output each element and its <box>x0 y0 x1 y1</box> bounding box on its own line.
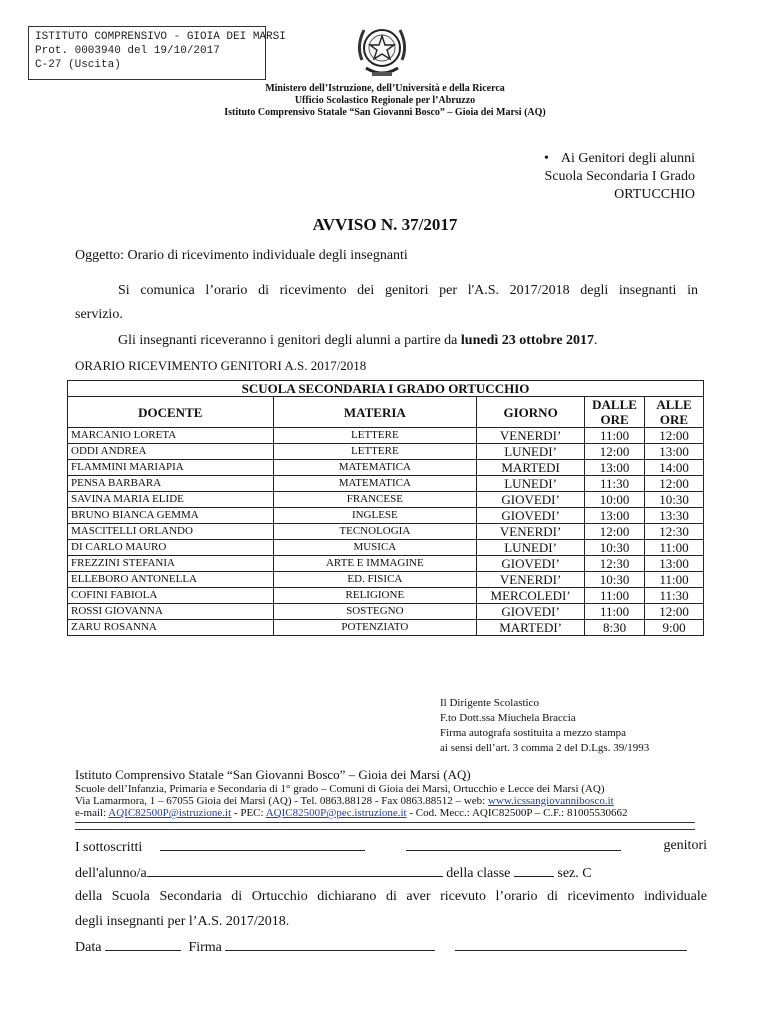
paragraph-text: . <box>594 333 598 348</box>
signature-line: Il Dirigente Scolastico <box>440 697 539 709</box>
form-label: sez. C <box>557 866 592 881</box>
intro-paragraph: Si comunica l’orario di ricevimento dei genitori per l'A.S. 2017/2018 degli insegnanti in <box>118 283 698 298</box>
teacher-cell: FLAMMINI MARIAPIA <box>68 460 274 476</box>
form-label: Firma <box>188 940 222 955</box>
date-field[interactable] <box>105 938 181 951</box>
day-cell: GIOVEDI’ <box>477 604 585 620</box>
teacher-cell: ROSSI GIOVANNA <box>68 604 274 620</box>
day-cell: GIOVEDI’ <box>477 556 585 572</box>
from-time-cell: 10:30 <box>585 540 645 556</box>
teacher-cell: COFINI FABIOLA <box>68 588 274 604</box>
table-row <box>68 476 704 492</box>
day-cell: VENERDI’ <box>477 428 585 444</box>
to-time-cell: 11:00 <box>645 540 704 556</box>
email-link[interactable]: AQIC82500P@istruzione.it <box>108 807 232 819</box>
teacher-cell: MARCANIO LORETA <box>68 428 274 444</box>
table-row <box>68 428 704 444</box>
protocol-stamp <box>28 26 286 80</box>
form-label: dell'alunno/a <box>75 866 147 881</box>
recipient-line: ORTUCCHIO <box>614 187 695 202</box>
teacher-cell: ODDI ANDREA <box>68 444 274 460</box>
signature-field[interactable] <box>455 938 687 951</box>
day-cell: LUNEDI’ <box>477 444 585 460</box>
from-time-cell: 10:30 <box>585 572 645 588</box>
office-heading: Ufficio Scolastico Regionale per l’Abruzzo <box>294 95 476 106</box>
subject-cell: TECNOLOGIA <box>273 524 477 540</box>
to-time-cell: 12:00 <box>645 428 704 444</box>
stamp-line: C-27 (Uscita) <box>35 59 121 71</box>
recipients-block <box>544 150 695 204</box>
column-header: MATERIA <box>273 397 477 428</box>
subject-cell: LETTERE <box>273 444 477 460</box>
table-caption: ORARIO RICEVIMENTO GENITORI A.S. 2017/2018 <box>75 358 367 373</box>
declaration-text: della Scuola Secondaria di Ortucchio dichiarano di aver ricevuto l’orario di ricevimento individuale <box>75 889 707 904</box>
from-time-cell: 13:00 <box>585 460 645 476</box>
parent-name-field[interactable] <box>160 838 365 851</box>
start-date: lunedì 23 ottobre 2017 <box>460 333 595 348</box>
class-field[interactable] <box>514 864 554 877</box>
stamp-line: ISTITUTO COMPRENSIVO - GIOIA DEI MARSI <box>35 31 286 43</box>
subject-cell: SOSTEGNO <box>273 604 477 620</box>
day-cell: MARTEDI <box>477 460 585 476</box>
footer-line <box>75 795 627 807</box>
intro-paragraph-end: servizio. <box>75 307 123 322</box>
table-row <box>68 588 704 604</box>
to-time-cell: 12:00 <box>645 476 704 492</box>
to-time-cell: 13:00 <box>645 444 704 460</box>
subject-cell: ARTE E IMMAGINE <box>273 556 477 572</box>
signature-line: Firma autografa sostituita a mezzo stampa <box>440 727 627 739</box>
table-row <box>68 620 704 636</box>
to-time-cell: 12:30 <box>645 524 704 540</box>
form-line-student <box>75 864 592 882</box>
to-time-cell: 11:00 <box>645 572 704 588</box>
teacher-cell: ZARU ROSANNA <box>68 620 274 636</box>
start-date-paragraph <box>118 333 598 349</box>
footer-line <box>75 807 627 819</box>
from-time-cell: 12:00 <box>585 524 645 540</box>
from-time-cell: 12:30 <box>585 556 645 572</box>
day-cell: LUNEDI’ <box>477 540 585 556</box>
separator-line <box>75 822 695 830</box>
school-heading: Istituto Comprensivo Statale “San Giovanni Bosco” – Gioia dei Marsi (AQ) <box>224 107 546 118</box>
footer-text: - PEC: <box>231 807 266 819</box>
footer-text: e-mail: <box>75 807 109 819</box>
day-cell: LUNEDI’ <box>477 476 585 492</box>
form-label: Data <box>75 940 102 955</box>
footer-title: Istituto Comprensivo Statale “San Giovanni Bosco” – Gioia dei Marsi (AQ) <box>75 767 471 782</box>
recipient-line: Scuola Secondaria I Grado <box>544 169 695 184</box>
signature-field[interactable] <box>225 938 435 951</box>
subject-line: Oggetto: Orario di ricevimento individuale degli insegnanti <box>75 248 408 263</box>
subject-cell: RELIGIONE <box>273 588 477 604</box>
from-time-cell: 13:00 <box>585 508 645 524</box>
stamp-line: Prot. 0003940 del 19/10/2017 <box>35 45 220 57</box>
to-time-cell: 13:30 <box>645 508 704 524</box>
from-time-cell: 11:30 <box>585 476 645 492</box>
day-cell: MARTEDI’ <box>477 620 585 636</box>
table-row <box>68 460 704 476</box>
ministry-heading: Ministero dell’Istruzione, dell’Università e della Ricerca <box>265 83 505 94</box>
to-time-cell: 12:00 <box>645 604 704 620</box>
footer-text: - Cod. Mecc.: AQIC82500P – C.F.: 81005530662 <box>406 807 628 819</box>
column-header: GIORNO <box>477 397 585 428</box>
to-time-cell: 14:00 <box>645 460 704 476</box>
school-name-cell: SCUOLA SECONDARIA I GRADO ORTUCCHIO <box>68 381 704 397</box>
table-row <box>68 604 704 620</box>
footer-line: Scuole dell’Infanzia, Primaria e Secondaria di 1° grado – Comuni di Gioia dei Marsi, Ortucchio e Lecce dei Marsi (AQ) <box>75 783 605 795</box>
from-time-cell: 12:00 <box>585 444 645 460</box>
teacher-cell: DI CARLO MAURO <box>68 540 274 556</box>
day-cell: VENERDI’ <box>477 524 585 540</box>
teacher-cell: MASCITELLI ORLANDO <box>68 524 274 540</box>
teacher-cell: SAVINA MARIA ELIDE <box>68 492 274 508</box>
table-row <box>68 492 704 508</box>
to-time-cell: 9:00 <box>645 620 704 636</box>
italian-emblem-icon <box>352 18 412 82</box>
from-time-cell: 8:30 <box>585 620 645 636</box>
column-header: ALLE ORE <box>645 397 704 428</box>
form-label: della classe <box>446 866 511 881</box>
subject-cell: MUSICA <box>273 540 477 556</box>
table-row <box>68 444 704 460</box>
day-cell: VENERDI’ <box>477 572 585 588</box>
from-time-cell: 11:00 <box>585 588 645 604</box>
parent-name-field[interactable] <box>406 838 621 851</box>
table-row <box>68 572 704 588</box>
subject-cell: INGLESE <box>273 508 477 524</box>
subject-cell: MATEMATICA <box>273 476 477 492</box>
teacher-cell: FREZZINI STEFANIA <box>68 556 274 572</box>
table-row <box>68 556 704 572</box>
form-line-signature <box>75 938 687 956</box>
form-label: I sottoscritti <box>75 840 143 855</box>
teacher-cell: BRUNO BIANCA GEMMA <box>68 508 274 524</box>
to-time-cell: 13:00 <box>645 556 704 572</box>
subject-cell: MATEMATICA <box>273 460 477 476</box>
from-time-cell: 10:00 <box>585 492 645 508</box>
table-row <box>68 508 704 524</box>
subject-cell: POTENZIATO <box>273 620 477 636</box>
signature-line: F.to Dott.ssa Miuchela Braccia <box>440 712 576 724</box>
website-link[interactable]: www.icssangiovannibosco.it <box>487 795 614 807</box>
teacher-cell: PENSA BARBARA <box>68 476 274 492</box>
subject-cell: LETTERE <box>273 428 477 444</box>
table-row <box>68 524 704 540</box>
subject-cell: ED. FISICA <box>273 572 477 588</box>
declaration-text-end: degli insegnanti per l’A.S. 2017/2018. <box>75 914 290 929</box>
recipient-line: • Ai Genitori degli alunni <box>544 150 695 168</box>
day-cell: MERCOLEDI’ <box>477 588 585 604</box>
form-line-names <box>75 838 707 856</box>
day-cell: GIOVEDI’ <box>477 492 585 508</box>
column-header: DOCENTE <box>68 397 274 428</box>
day-cell: GIOVEDI’ <box>477 508 585 524</box>
notice-title: AVVISO N. 37/2017 <box>312 215 458 234</box>
signature-line: ai sensi dell’art. 3 comma 2 del D.Lgs. 39/1993 <box>440 742 650 754</box>
to-time-cell: 10:30 <box>645 492 704 508</box>
timetable <box>67 380 704 636</box>
table-row <box>68 540 704 556</box>
teacher-cell: ELLEBORO ANTONELLA <box>68 572 274 588</box>
subject-cell: FRANCESE <box>273 492 477 508</box>
form-label: genitori <box>663 838 707 853</box>
paragraph-text: Gli insegnanti riceveranno i genitori degli alunni a partire da <box>118 333 461 348</box>
institute-footer <box>75 767 627 819</box>
to-time-cell: 11:30 <box>645 588 704 604</box>
footer-address: Via Lamarmora, 1 – 67055 Gioia dei Marsi (AQ) - Tel. 0863.88128 - Fax 0863.88512 – web: <box>75 795 488 807</box>
from-time-cell: 11:00 <box>585 428 645 444</box>
pec-link[interactable]: AQIC82500P@pec.istruzione.it <box>265 807 407 819</box>
student-name-field[interactable] <box>147 864 443 877</box>
signature-block <box>440 696 649 756</box>
column-header: DALLE ORE <box>585 397 645 428</box>
from-time-cell: 11:00 <box>585 604 645 620</box>
